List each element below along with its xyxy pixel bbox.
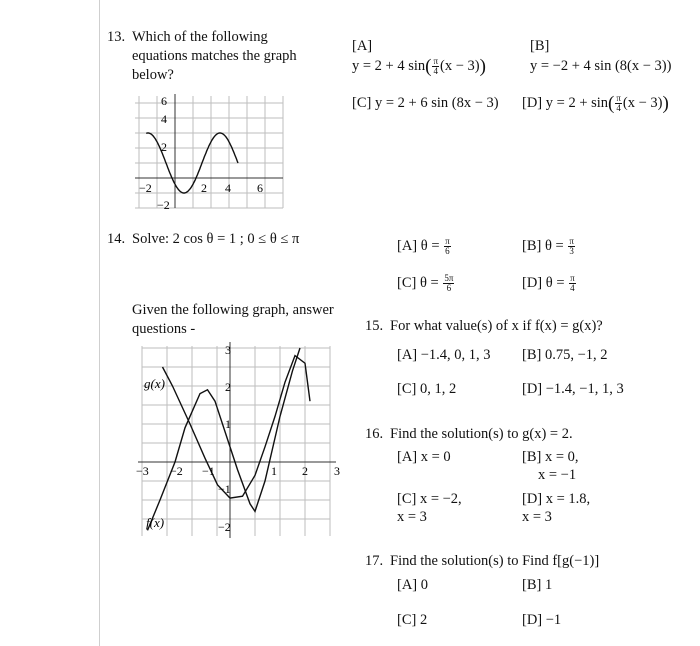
fg-function-graph — [130, 338, 355, 540]
q13-x-label-6: 6 — [257, 181, 263, 195]
fg-x-label-1: 1 — [271, 464, 277, 478]
given-text-line-2: questions - — [132, 321, 196, 337]
q17-option-d[interactable]: [D] −1 — [522, 612, 562, 628]
q13-y-label-4: 4 — [161, 112, 167, 126]
q13-option-d[interactable]: [D] y = 2 + sin( $\frac{\pi}{4}$ (x − 3)) — [522, 93, 669, 114]
given-text-line-1: Given the following graph, answer — [132, 302, 334, 318]
fg-y-label-neg2: −2 — [218, 520, 231, 534]
q14-prompt: Solve: 2 cos θ = 1 ; 0 ≤ θ ≤ π — [132, 231, 300, 247]
fg-grid — [142, 346, 330, 536]
fg-x-label-3: 3 — [334, 464, 340, 478]
q13-option-a-equation[interactable]: y = 2 + 4 sin( $\frac{\pi}{4}$ (x − 3)) — [352, 56, 486, 77]
fg-y-label-neg1: −1 — [218, 482, 231, 496]
q17-option-c[interactable]: [C] 2 — [397, 612, 428, 628]
fg-y-label-1: 1 — [225, 417, 231, 431]
q15-prompt: For what value(s) of x if f(x) = g(x)? — [390, 318, 603, 334]
q16-option-a[interactable]: [A] x = 0 — [397, 449, 451, 465]
f-function-label: f(x) — [146, 515, 165, 530]
fg-x-label-neg3: −3 — [136, 464, 149, 478]
q13-option-a-fraction: $\frac{\pi}{4}$ — [433, 56, 439, 77]
q13-prompt-line-3: below? — [132, 67, 174, 83]
g-curve — [163, 356, 311, 499]
q13-sine-graph — [125, 88, 285, 210]
q17-option-a[interactable]: [A] 0 — [397, 577, 429, 593]
fg-x-label-neg2: −2 — [170, 464, 183, 478]
fg-y-label-3: 3 — [225, 343, 231, 357]
q16-number: 16. — [365, 426, 384, 442]
q16-prompt: Find the solution(s) to g(x) = 2. — [390, 426, 573, 442]
q17-prompt: Find the solution(s) to Find f[g(−1)] — [390, 553, 600, 569]
q15-option-b[interactable]: [B] 0.75, −1, 2 — [522, 347, 608, 363]
q14-number: 14. — [107, 231, 126, 247]
fg-y-label-2: 2 — [225, 380, 231, 394]
q17-number: 17. — [365, 553, 384, 569]
q14-option-c[interactable]: [C] θ = $\frac{5\pi}{6}$ — [397, 273, 454, 294]
q16-option-d-line-2[interactable]: x = 3 — [522, 509, 552, 525]
q14-option-b[interactable]: [B] θ = $\frac{\pi}{3}$ — [522, 236, 574, 257]
q13-option-b-equation[interactable]: y = −2 + 4 sin (8(x − 3)) — [530, 58, 672, 74]
q13-option-b-label[interactable]: [B] — [530, 38, 550, 54]
q16-option-b-line-2[interactable]: x = −1 — [538, 467, 577, 483]
q15-option-a[interactable]: [A] −1.4, 0, 1, 3 — [397, 347, 491, 363]
q16-option-c-line-2[interactable]: x = 3 — [397, 509, 427, 525]
q15-option-c[interactable]: [C] 0, 1, 2 — [397, 381, 457, 397]
q13-number: 13. — [107, 29, 126, 45]
f-curve — [148, 348, 301, 530]
q13-y-label-2: 2 — [161, 140, 167, 154]
q13-option-d-fraction: $\frac{\pi}{4}$ — [616, 93, 621, 114]
q13-prompt-line-2: equations matches the graph — [132, 48, 297, 64]
q15-number: 15. — [365, 318, 384, 334]
q13-prompt-line-1: Which of the following — [132, 29, 268, 45]
q16-option-b-line-1[interactable]: [B] x = 0, — [522, 449, 579, 465]
fg-x-label-neg1: −1 — [202, 464, 215, 478]
q13-x-label-2: 2 — [201, 181, 207, 195]
q13-option-c[interactable]: [C] y = 2 + 6 sin (8x − 3) — [352, 95, 499, 111]
q14-option-a[interactable]: [A] θ = $\frac{\pi}{6}$ — [397, 236, 450, 257]
q16-option-c-line-1[interactable]: [C] x = −2, — [397, 491, 462, 507]
q13-y-label-neg2: −2 — [157, 198, 170, 210]
q17-option-b[interactable]: [B] 1 — [522, 577, 553, 593]
q13-x-label-neg2: −2 — [139, 181, 152, 195]
q14-option-d[interactable]: [D] θ = $\frac{\pi}{4}$ — [522, 273, 575, 294]
q13-option-a-label[interactable]: [A] — [352, 38, 373, 54]
fg-x-label-2: 2 — [302, 464, 308, 478]
g-function-label: g(x) — [144, 376, 165, 391]
q13-y-label-6: 6 — [161, 94, 167, 108]
q15-option-d[interactable]: [D] −1.4, −1, 1, 3 — [522, 381, 624, 397]
page-left-border — [99, 0, 100, 646]
q16-option-d-line-1[interactable]: [D] x = 1.8, — [522, 491, 591, 507]
q13-x-label-4: 4 — [225, 181, 231, 195]
